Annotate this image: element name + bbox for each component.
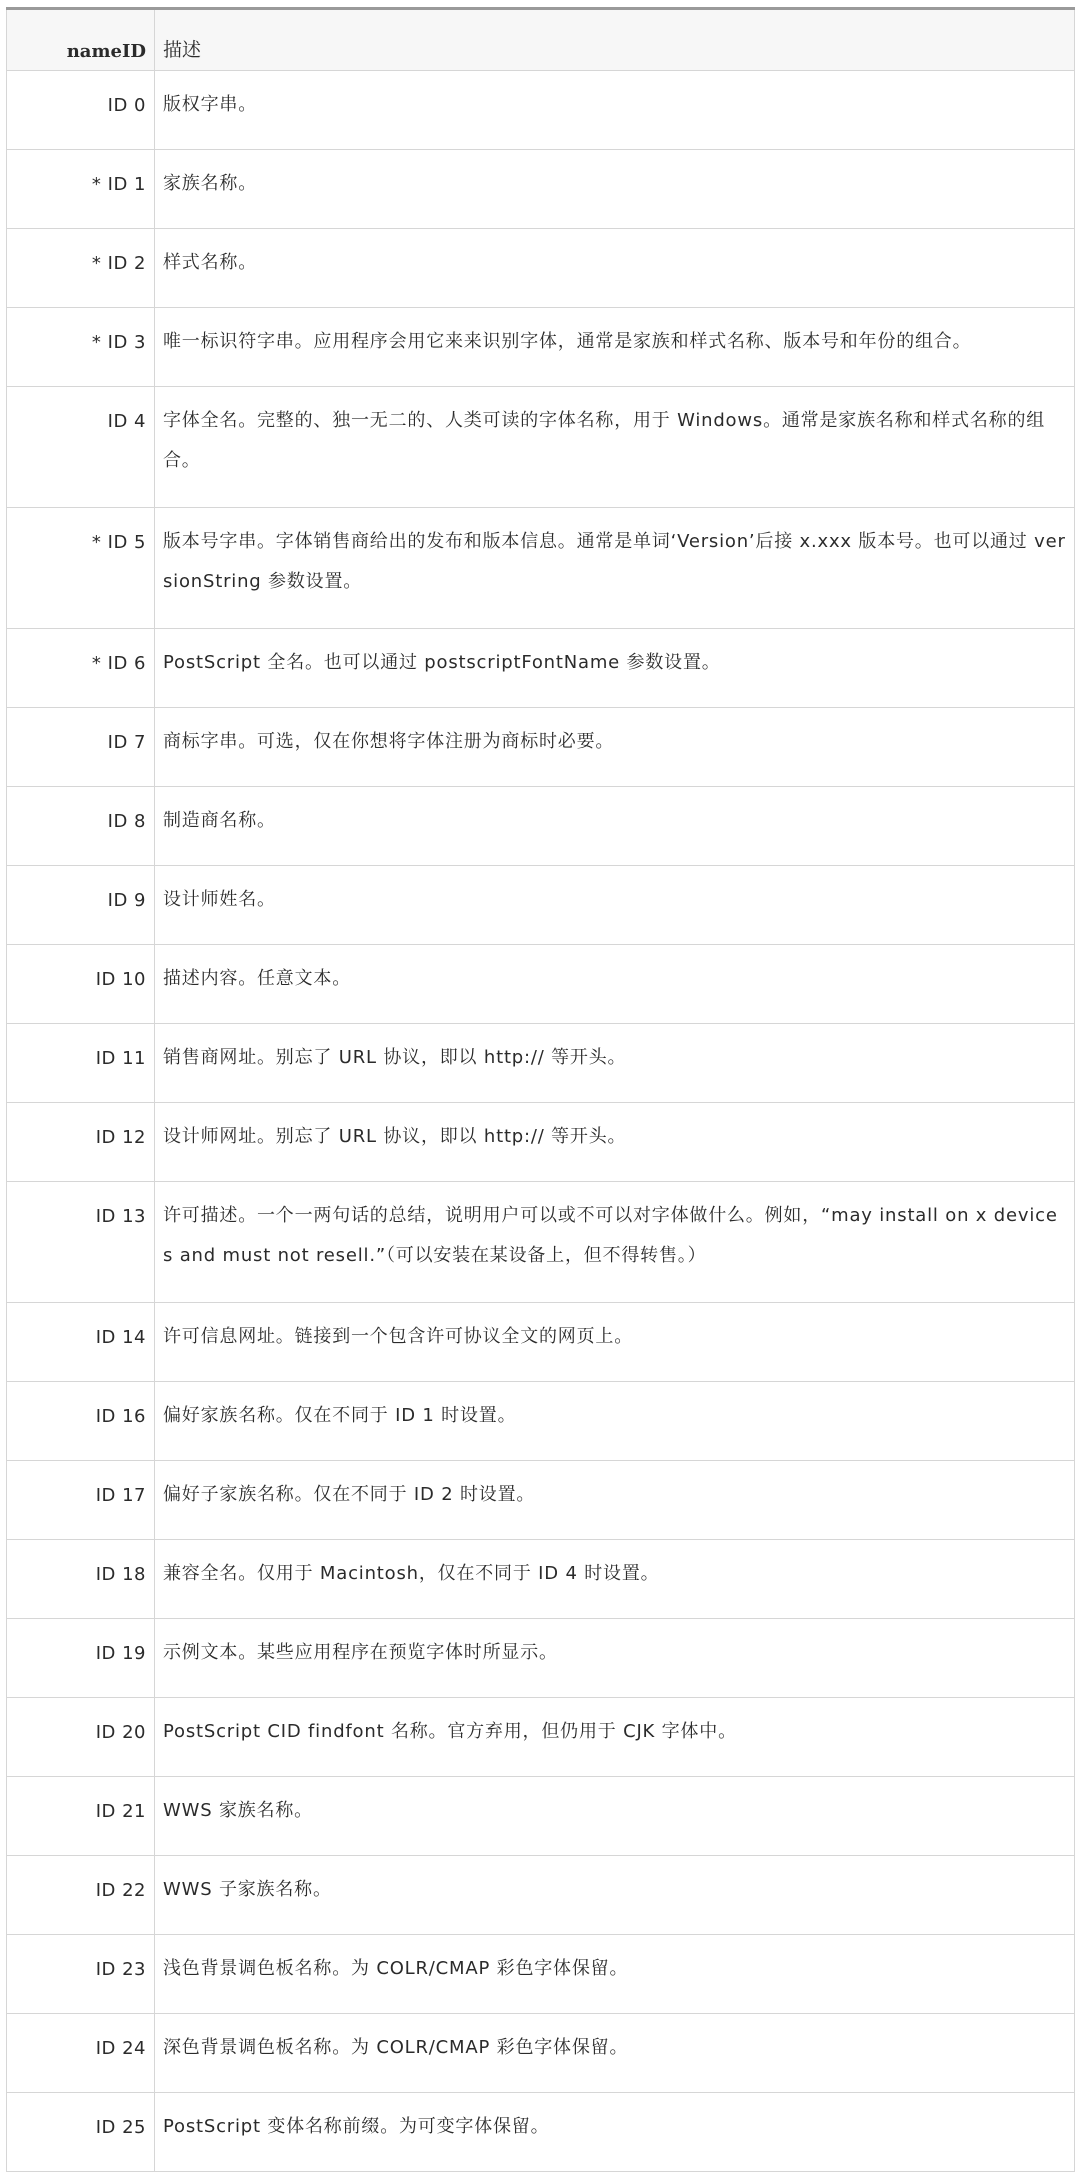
row-description: 家族名称。 [155, 150, 1075, 229]
row-description: WWS 子家族名称。 [155, 1856, 1075, 1935]
row-name-id: ID 7 [7, 708, 155, 787]
row-name-id: ID 16 [7, 1382, 155, 1461]
row-description: 字体全名。完整的、独一无二的、人类可读的字体名称，用于 Windows。通常是家族名称和样式名称的组合。 [155, 387, 1075, 508]
row-description: 版权字串。 [155, 71, 1075, 150]
row-name-id: ID 22 [7, 1856, 155, 1935]
table-row [7, 1303, 1075, 1382]
table-row [7, 387, 1075, 508]
row-name-id: * ID 2 [7, 229, 155, 308]
table-row [7, 1182, 1075, 1303]
row-description: 偏好家族名称。仅在不同于 ID 1 时设置。 [155, 1382, 1075, 1461]
table-row [7, 866, 1075, 945]
table-row [7, 1935, 1075, 2014]
table-row [7, 150, 1075, 229]
row-name-id: ID 13 [7, 1182, 155, 1303]
row-description: 样式名称。 [155, 229, 1075, 308]
row-description: 描述内容。任意文本。 [155, 945, 1075, 1024]
row-name-id: ID 12 [7, 1103, 155, 1182]
row-name-id: * ID 1 [7, 150, 155, 229]
row-name-id: ID 9 [7, 866, 155, 945]
row-name-id: ID 8 [7, 787, 155, 866]
row-name-id: * ID 6 [7, 629, 155, 708]
row-description: 兼容全名。仅用于 Macintosh，仅在不同于 ID 4 时设置。 [155, 1540, 1075, 1619]
row-name-id: ID 25 [7, 2093, 155, 2172]
row-name-id: ID 0 [7, 71, 155, 150]
table-row [7, 1856, 1075, 1935]
table-row [7, 1382, 1075, 1461]
name-id-table-container [6, 7, 1074, 2172]
row-description: 示例文本。某些应用程序在预览字体时所显示。 [155, 1619, 1075, 1698]
table-row [7, 1619, 1075, 1698]
row-description: 许可信息网址。链接到一个包含许可协议全文的网页上。 [155, 1303, 1075, 1382]
row-name-id: * ID 3 [7, 308, 155, 387]
row-name-id: ID 21 [7, 1777, 155, 1856]
row-name-id: ID 23 [7, 1935, 155, 2014]
row-description: 商标字串。可选，仅在你想将字体注册为商标时必要。 [155, 708, 1075, 787]
row-name-id: ID 24 [7, 2014, 155, 2093]
row-name-id: ID 11 [7, 1024, 155, 1103]
row-description: 制造商名称。 [155, 787, 1075, 866]
table-header-row [7, 9, 1075, 71]
table-row [7, 229, 1075, 308]
row-name-id: ID 10 [7, 945, 155, 1024]
row-name-id: ID 4 [7, 387, 155, 508]
table-row [7, 1103, 1075, 1182]
header-description: 描述 [155, 9, 1075, 71]
row-description: 许可描述。一个一两句话的总结，说明用户可以或不可以对字体做什么。例如，“may install on x devices and must not resell.”（可以安装在某设备上，但不得转售。） [155, 1182, 1075, 1303]
row-description: 偏好子家族名称。仅在不同于 ID 2 时设置。 [155, 1461, 1075, 1540]
table-row [7, 945, 1075, 1024]
row-description: 版本号字串。字体销售商给出的发布和版本信息。通常是单词‘Version’后接 x.xxx 版本号。也可以通过 versionString 参数设置。 [155, 508, 1075, 629]
table-row [7, 629, 1075, 708]
row-description: 深色背景调色板名称。为 COLR/CMAP 彩色字体保留。 [155, 2014, 1075, 2093]
table-row [7, 708, 1075, 787]
row-description: PostScript 变体名称前缀。为可变字体保留。 [155, 2093, 1075, 2172]
table-row [7, 1540, 1075, 1619]
table-row [7, 2014, 1075, 2093]
row-name-id: * ID 5 [7, 508, 155, 629]
row-name-id: ID 18 [7, 1540, 155, 1619]
row-name-id: ID 17 [7, 1461, 155, 1540]
row-name-id: ID 20 [7, 1698, 155, 1777]
row-description: 销售商网址。别忘了 URL 协议，即以 http:// 等开头。 [155, 1024, 1075, 1103]
table-row [7, 308, 1075, 387]
row-description: WWS 家族名称。 [155, 1777, 1075, 1856]
table-row [7, 1461, 1075, 1540]
header-nameid: nameID [7, 9, 155, 71]
row-description: 浅色背景调色板名称。为 COLR/CMAP 彩色字体保留。 [155, 1935, 1075, 2014]
table-row [7, 2093, 1075, 2172]
table-row [7, 71, 1075, 150]
row-description: PostScript 全名。也可以通过 postscriptFontName 参数设置。 [155, 629, 1075, 708]
row-name-id: ID 19 [7, 1619, 155, 1698]
name-id-table [6, 7, 1075, 2172]
row-description: 设计师网址。别忘了 URL 协议，即以 http:// 等开头。 [155, 1103, 1075, 1182]
row-description: 设计师姓名。 [155, 866, 1075, 945]
row-description: PostScript CID findfont 名称。官方弃用，但仍用于 CJK 字体中。 [155, 1698, 1075, 1777]
table-row [7, 787, 1075, 866]
table-row [7, 508, 1075, 629]
table-row [7, 1777, 1075, 1856]
row-description: 唯一标识符字串。应用程序会用它来来识别字体，通常是家族和样式名称、版本号和年份的组合。 [155, 308, 1075, 387]
table-row [7, 1698, 1075, 1777]
row-name-id: ID 14 [7, 1303, 155, 1382]
table-row [7, 1024, 1075, 1103]
